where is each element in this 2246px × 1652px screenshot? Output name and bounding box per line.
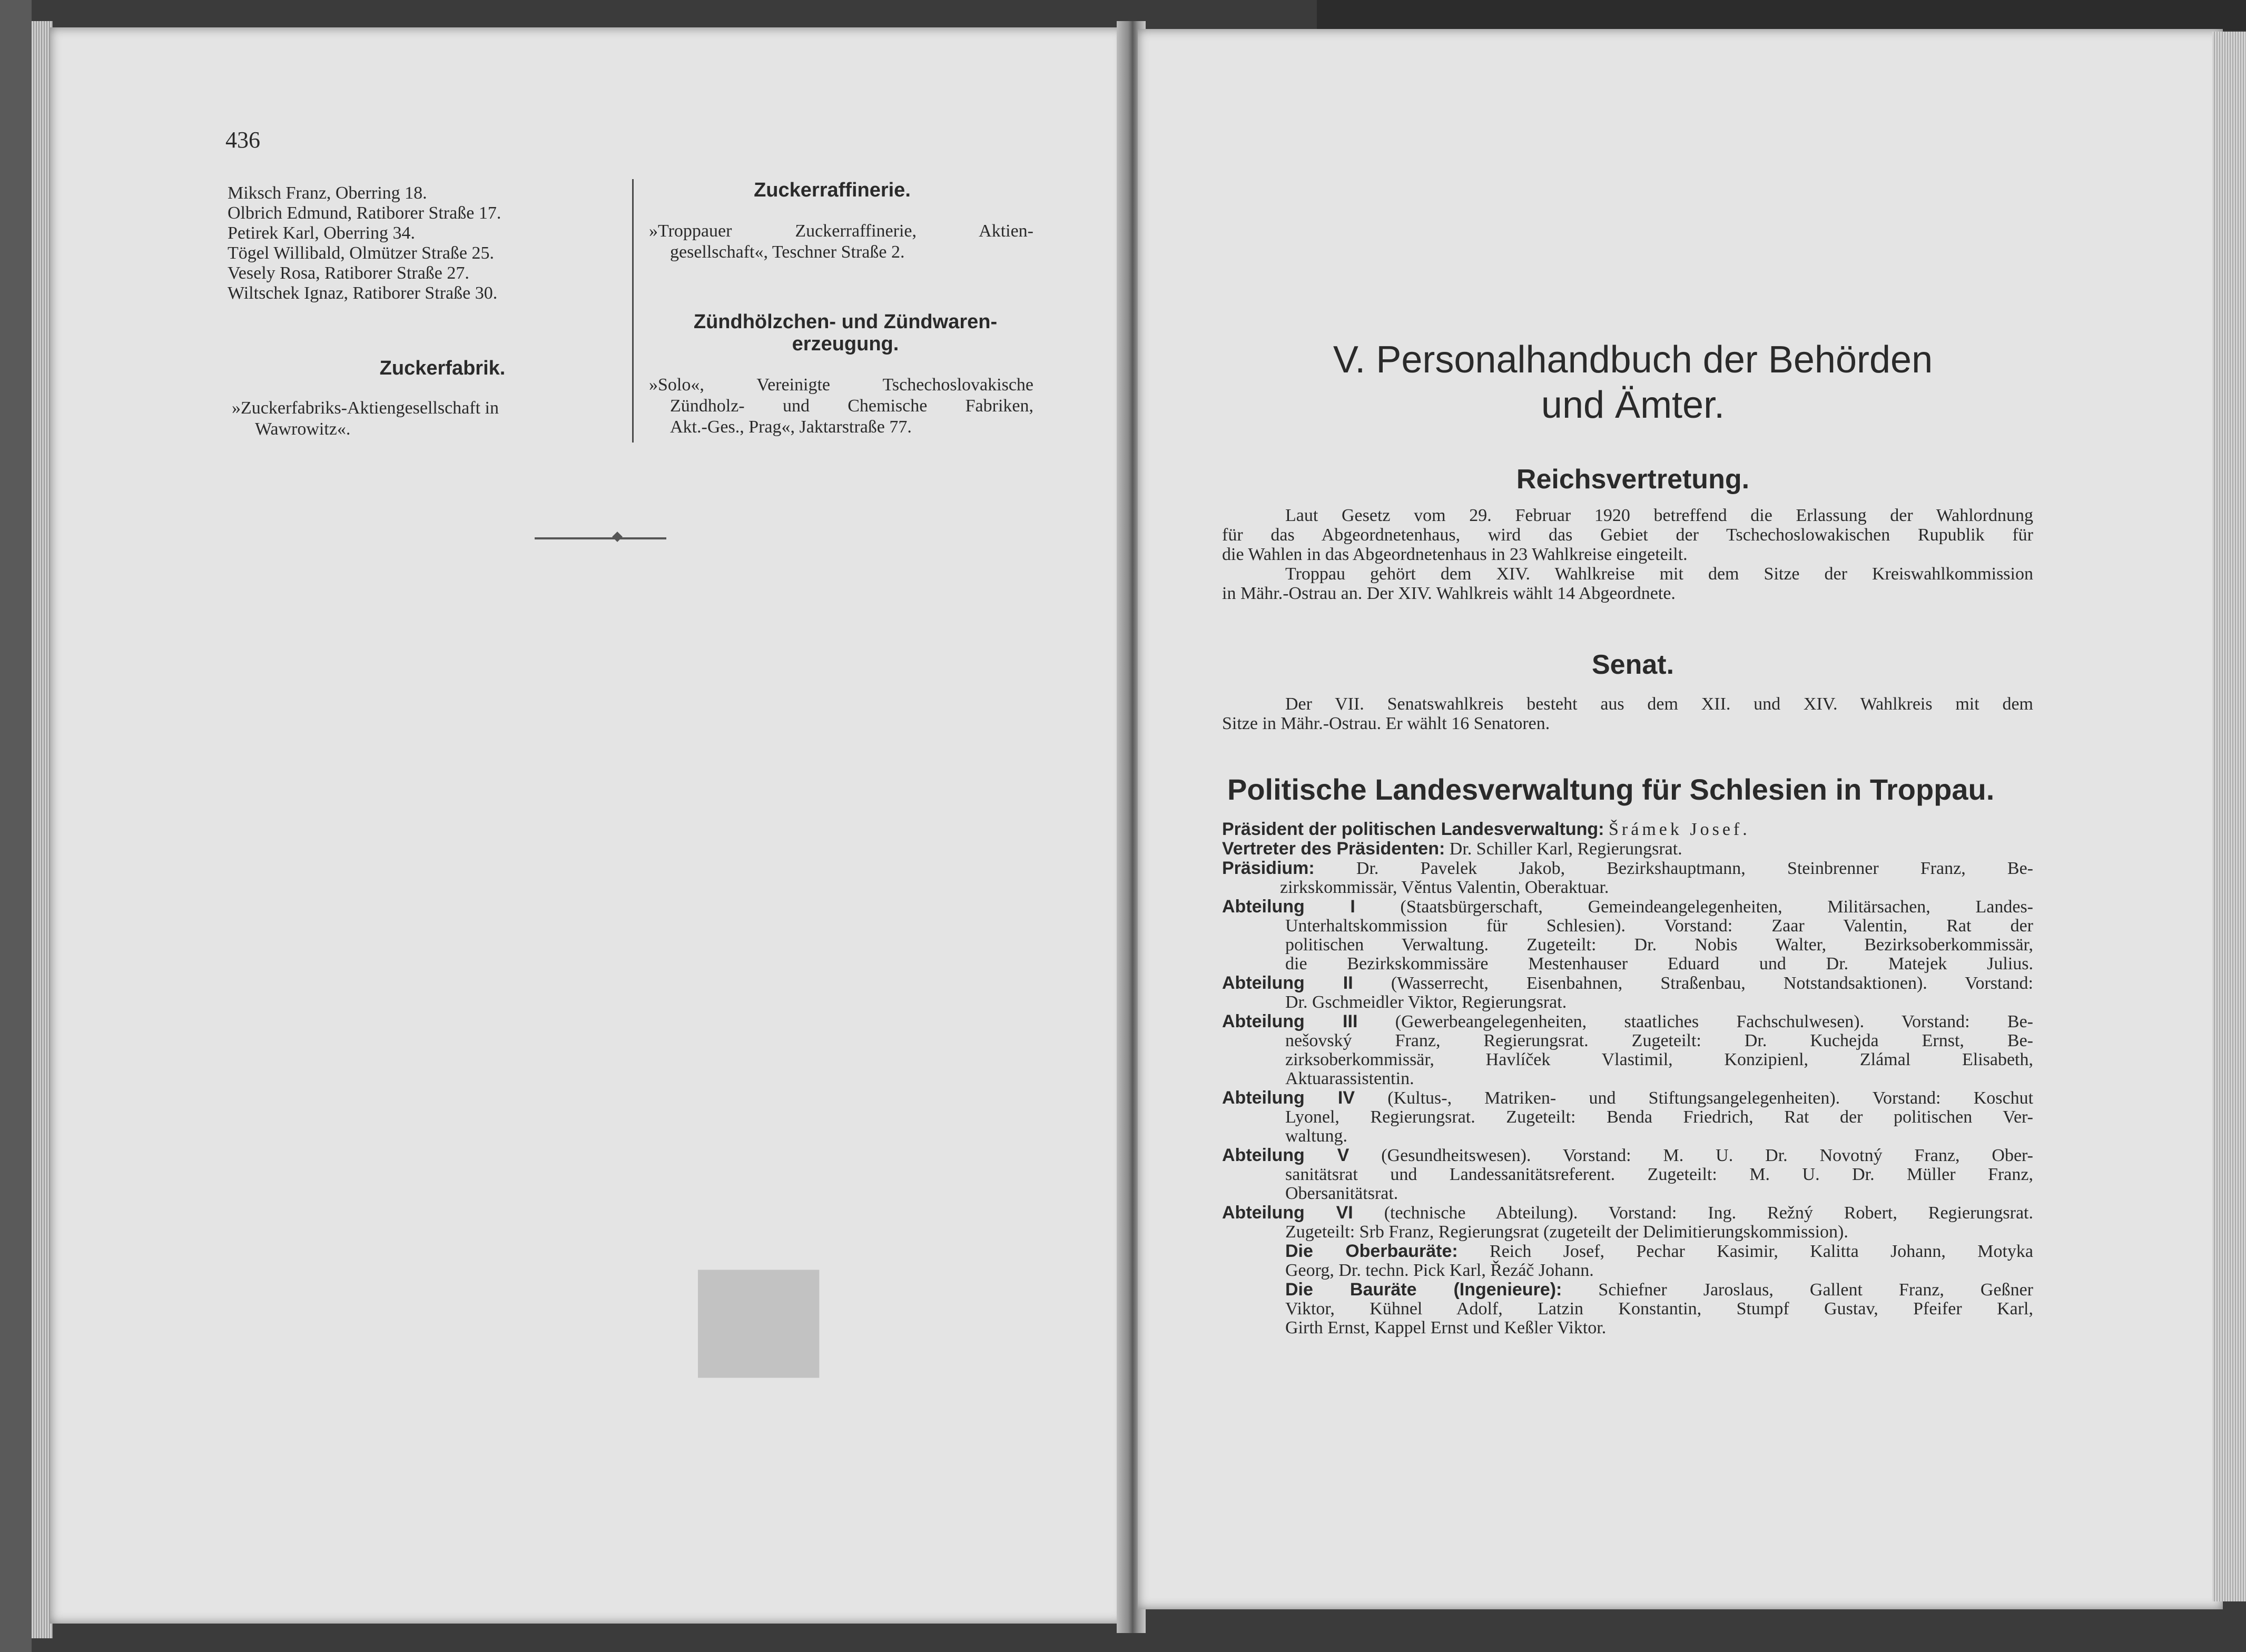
entry-text: Aktuarassistentin.	[1285, 1069, 1414, 1088]
entry-label: Abteilung IV	[1222, 1088, 1355, 1108]
entry-text: Obersanitätsrat.	[1285, 1184, 1398, 1203]
entry-text: nešovský Franz, Regierungsrat. Zugeteilt: Dr. Kuchejda Ernst, Be-	[1285, 1031, 2033, 1050]
text-line: Sitze in Mähr.-Ostrau. Er wählt 16 Senatoren.	[1222, 714, 1550, 733]
page-number: 436	[225, 127, 260, 153]
entry-text: Reich Josef, Pechar Kasimir, Kalitta Johann, Motyka	[1490, 1242, 2033, 1261]
chapter-title-line: und Ämter.	[1541, 384, 1725, 426]
entry	[1222, 820, 2033, 839]
entry-text: (Wasserrecht, Eisenbahnen, Straßenbau, Notstandsaktionen). Vorstand:	[1391, 974, 2033, 993]
text-line: in Mähr.-Ostrau an. Der XIV. Wahlkreis wählt 14 Abgeordnete.	[1222, 584, 1676, 603]
entry-line: Zündholz- und Chemische Fabriken,	[670, 396, 1033, 416]
entry-text: Unterhaltskommission für Schlesien). Vorstand: Zaar Valentin, Rat der	[1285, 916, 2033, 936]
entry-text: zirkskommissär, Věntus Valentin, Oberaktuar.	[1280, 878, 1609, 897]
entry-label: Vertreter des Präsidenten:	[1222, 839, 1445, 859]
senat-text	[1222, 694, 2033, 733]
entry-text: (Gewerbeangelegenheiten, staatliches Fachschulwesen). Vorstand: Be-	[1395, 1012, 2033, 1031]
entry-line: »Solo«, Vereinigte Tschechoslovakische	[649, 375, 1033, 395]
entry-line: Wawrowitz«.	[255, 419, 351, 439]
entry-text: Lyonel, Regierungsrat. Zugeteilt: Benda Friedrich, Rat der politischen Ver-	[1285, 1107, 2033, 1127]
entry-text: Georg, Dr. techn. Pick Karl, Řezáč Johann.	[1285, 1261, 1594, 1280]
landesverwaltung-entries	[1222, 820, 2033, 1338]
entry-label: Die Oberbauräte:	[1285, 1241, 1458, 1261]
section-heading: Reichsvertretung.	[1516, 464, 1750, 495]
entry	[1222, 1146, 2033, 1203]
entry-line: Akt.-Ges., Prag«, Jaktarstraße 77.	[670, 417, 912, 437]
section-heading: Senat.	[1591, 650, 1674, 680]
list-item: Olbrich Edmund, Ratiborer Straße 17.	[228, 203, 501, 223]
entry-text: Schiefner Jaroslaus, Gallent Franz, Geßner	[1598, 1280, 2033, 1300]
entry-text: waltung.	[1285, 1126, 1348, 1146]
section-heading: Zuckerfabrik.	[379, 357, 506, 379]
list-item: Vesely Rosa, Ratiborer Straße 27.	[228, 263, 469, 283]
entry	[1222, 974, 2033, 1012]
text-line: die Wahlen in das Abgeordnetenhaus in 23 Wahlkreise eingeteilt.	[1222, 545, 1688, 564]
left-page	[50, 27, 1125, 1624]
text-line: Laut Gesetz vom 29. Februar 1920 betreffend die Erlassung der Wahlordnung	[1285, 506, 2033, 525]
entry-text: die Bezirkskommissäre Mestenhauser Eduard und Dr. Matejek Julius.	[1285, 954, 2033, 974]
entry-text: Šrámek Josef.	[1609, 820, 1750, 839]
entry-text: (Staatsbürgerschaft, Gemeindeangelegenheiten, Militärsachen, Landes-	[1400, 897, 2033, 917]
entry-text: zirksoberkommissär, Havlíček Vlastimil, Konzipienl, Zlámal Elisabeth,	[1285, 1050, 2033, 1069]
ornament-divider	[535, 537, 666, 539]
entry-text: Zugeteilt: Srb Franz, Regierungsrat (zugeteilt der Delimitierungskommission).	[1285, 1222, 1848, 1242]
page-edges-left	[32, 21, 53, 1638]
chapter-title	[1227, 337, 2038, 428]
entry	[1222, 1012, 2033, 1088]
entry-label: Abteilung I	[1222, 897, 1355, 917]
entry-line: »Troppauer Zuckerraffinerie, Aktien-	[649, 221, 1033, 241]
entry-label: Abteilung III	[1222, 1011, 1358, 1031]
entry-label: Abteilung II	[1222, 973, 1353, 993]
entry-text: (technische Abteilung). Vorstand: Ing. Režný Robert, Regierungsrat.	[1384, 1203, 2034, 1223]
entry	[1222, 1203, 2033, 1338]
entry-label: Abteilung V	[1222, 1145, 1349, 1165]
list-item: Petirek Karl, Oberring 34.	[228, 223, 415, 243]
background-top	[1317, 0, 2246, 31]
entry-label: Die Bauräte (Ingenieure):	[1285, 1280, 1562, 1300]
entry	[1222, 859, 2033, 897]
section-heading: Zuckerraffinerie.	[754, 179, 911, 201]
entry-text: Viktor, Kühnel Adolf, Latzin Konstantin, Stumpf Gustav, Pfeifer Karl,	[1285, 1299, 2033, 1319]
section-heading: Zündhölzchen- und Zündwaren-	[693, 311, 998, 333]
entry-text: (Gesundheitswesen). Vorstand: M. U. Dr. Novotný Franz, Ober-	[1381, 1146, 2033, 1165]
entry-text: (Kultus-, Matriken- und Stiftungsangelegenheiten). Vorstand: Koschut	[1387, 1088, 2034, 1108]
entry-label: Präsidium:	[1222, 858, 1315, 878]
entry-text: Girth Ernst, Kappel Ernst und Keßler Viktor.	[1285, 1318, 1607, 1338]
entry-text: Dr. Schiller Karl, Regierungsrat.	[1449, 839, 1682, 859]
page-edges-right	[2212, 32, 2246, 1601]
entry	[1222, 897, 2033, 974]
entry-text: sanitätsrat und Landessanitätsreferent. Zugeteilt: M. U. Dr. Müller Franz,	[1285, 1165, 2033, 1184]
reichsvertretung-text	[1222, 506, 2033, 603]
list-item: Wiltschek Ignaz, Ratiborer Straße 30.	[228, 283, 498, 303]
entry-text: Dr. Gschmeidler Viktor, Regierungsrat.	[1285, 992, 1567, 1012]
entry-line: gesellschaft«, Teschner Straße 2.	[670, 242, 905, 262]
list-item: Miksch Franz, Oberring 18.	[228, 183, 427, 203]
list-item: Tögel Willibald, Olmützer Straße 25.	[228, 243, 494, 263]
entry	[1222, 1088, 2033, 1146]
text-line: für das Abgeordnetenhaus, wird das Gebiet der Tschechoslowakischen Rupublik für	[1222, 525, 2033, 545]
section-heading: Politische Landesverwaltung für Schlesien in Troppau.	[1227, 773, 1995, 806]
entry-label: Abteilung VI	[1222, 1203, 1353, 1223]
entry-text: Dr. Pavelek Jakob, Bezirkshauptmann, Steinbrenner Franz, Be-	[1356, 859, 2034, 878]
column-divider	[632, 179, 634, 442]
entry	[1222, 839, 2033, 859]
chapter-title-line: V. Personalhandbuch der Behörden	[1333, 339, 1933, 381]
entry-label: Präsident der politischen Landesverwaltung:	[1222, 819, 1604, 839]
text-line: Troppau gehört dem XIV. Wahlkreise mit dem Sitze der Kreiswahlkommission	[1285, 564, 2033, 584]
section-heading: erzeugung.	[792, 333, 899, 355]
entry-line: »Zuckerfabriks-Aktiengesellschaft in	[232, 398, 499, 418]
show-through-mark: ▆	[702, 1271, 854, 1376]
text-line: Der VII. Senatswahlkreis besteht aus dem XII. und XIV. Wahlkreis mit dem	[1285, 694, 2033, 714]
book-cover-left	[0, 0, 32, 1652]
entry-text: politischen Verwaltung. Zugeteilt: Dr. Nobis Walter, Bezirksoberkommissär,	[1285, 935, 2033, 955]
